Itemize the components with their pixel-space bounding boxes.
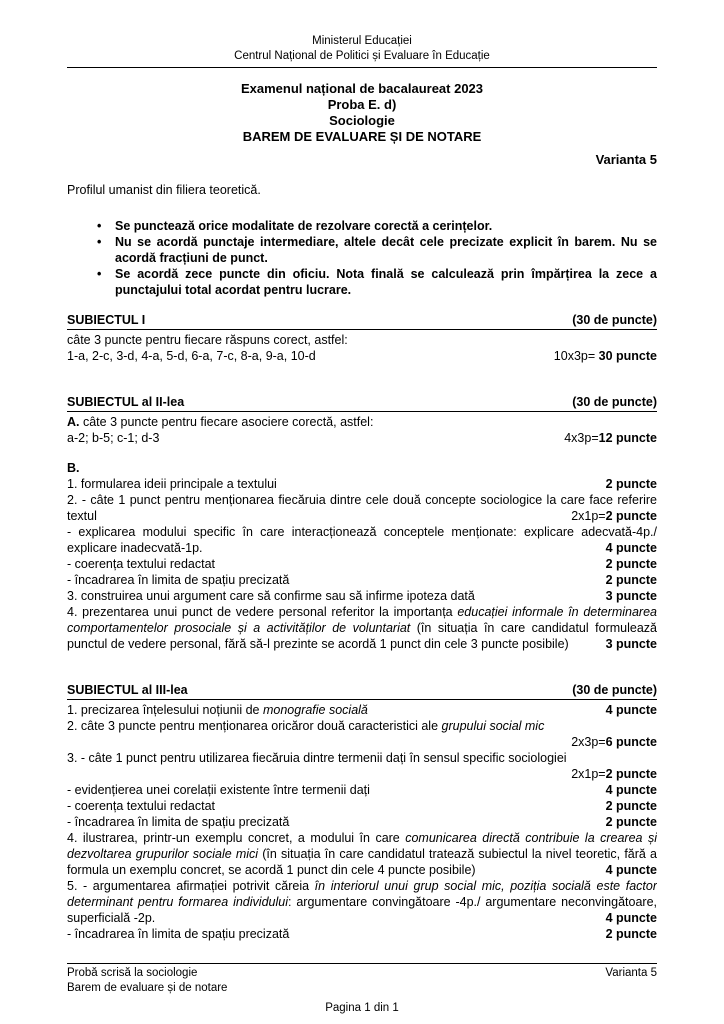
variant-label: Varianta 5 <box>595 152 657 167</box>
row-text: B. <box>67 461 80 475</box>
row-text: - coerența textului redactat <box>67 557 215 571</box>
score-row <box>67 782 657 798</box>
row-text: - evidențierea unei corelații existente între termenii dați <box>67 783 370 797</box>
row-text: câte 3 puncte pentru fiecare răspuns corect, astfel: <box>67 333 348 347</box>
score-row <box>67 430 657 446</box>
row-text: - încadrarea în limita de spațiu precizată <box>67 815 290 829</box>
bullet-icon: • <box>97 219 102 233</box>
subject-section <box>67 312 657 364</box>
score-row <box>67 588 657 604</box>
note-item <box>97 218 657 234</box>
row-points: 4x3p=12 puncte <box>564 431 657 445</box>
bullet-icon: • <box>97 235 102 249</box>
subject-section <box>67 682 657 942</box>
row-points: 2 puncte <box>605 573 657 587</box>
section-title: SUBIECTUL al II-lea <box>67 395 185 409</box>
row-points: 2x3p=6 puncte <box>571 735 657 749</box>
score-row <box>67 798 657 814</box>
score-row <box>67 814 657 830</box>
row-points: 2 puncte <box>605 815 657 829</box>
row-points: 2x1p=2 puncte <box>571 509 657 523</box>
score-row <box>67 492 657 524</box>
row-text: 3. construirea unui argument care să confirme sau să infirme ipoteza dată <box>67 589 475 603</box>
row-points: 3 puncte <box>605 637 657 651</box>
row-text: 5. - argumentarea afirmației potrivit căreia în interiorul unui grup social mic, poziția socială este factor determinant pentru formarea individului: argumentare convingătoare -4p./ argumentare neconvingătoare, superficială -2p. <box>67 879 657 925</box>
row-text: - coerența textului redactat <box>67 799 215 813</box>
page-footer <box>67 963 657 1016</box>
footer-variant: Varianta 5 <box>605 967 657 979</box>
row-points: 10x3p= 30 puncte <box>553 349 657 363</box>
footer-row-1 <box>67 966 657 981</box>
row-points: 4 puncte <box>605 863 657 877</box>
row-text: 1. precizarea înțelesului noțiunii de monografie socială <box>67 703 368 717</box>
section-header <box>67 312 657 330</box>
profile-line: Profilul umanist din filiera teoretică. <box>67 183 261 197</box>
footer-doc-subtitle: Barem de evaluare și de notare <box>67 982 228 994</box>
title-proba: Proba E. d) <box>327 97 397 112</box>
row-points: 4 puncte <box>605 541 657 555</box>
section-points: (30 de puncte) <box>572 313 657 327</box>
row-text: 1-a, 2-c, 3-d, 4-a, 5-d, 6-a, 7-c, 8-a, 9-a, 10-d <box>67 349 316 363</box>
note-text: Se punctează orice modalitate de rezolvare corectă a cerințelor. <box>115 219 493 233</box>
row-text: a-2; b-5; c-1; d-3 <box>67 431 160 445</box>
section-header <box>67 682 657 700</box>
score-row <box>67 830 657 878</box>
score-row <box>67 348 657 364</box>
row-points: 2 puncte <box>605 477 657 491</box>
header-divider <box>67 67 657 68</box>
footer-doc-type: Probă scrisă la sociologie <box>67 967 198 979</box>
score-row <box>67 476 657 492</box>
section-points: (30 de puncte) <box>572 683 657 697</box>
footer-row-2 <box>67 981 657 996</box>
score-row <box>67 460 657 476</box>
row-points: 2 puncte <box>605 927 657 941</box>
score-row <box>67 926 657 942</box>
note-item <box>97 266 657 298</box>
row-text: 1. formularea ideii principale a textului <box>67 477 277 491</box>
row-text: 4. ilustrarea, printr-un exemplu concret, a modului în care comunicarea directă contribuie la crearea și dezvoltarea grupurilor sociale mici (în situația în care candidatul tratează subiectul la nivel teoretic, fără a formula un exemplu concret, se acordă 1 punct din cele 4 puncte posibile) <box>67 831 657 877</box>
section-points: (30 de puncte) <box>572 395 657 409</box>
score-row <box>67 414 657 430</box>
score-row <box>67 572 657 588</box>
bullet-icon: • <box>97 267 102 281</box>
row-text: - explicarea modului specific în care interacționează conceptele menționate: explicare adecvată-4p./ explicare inadecvată-1p. <box>67 525 657 555</box>
row-points: 2 puncte <box>605 799 657 813</box>
ministry-line-2: Centrul Național de Politici și Evaluare în Educație <box>234 50 490 62</box>
score-row <box>67 702 657 718</box>
score-row <box>67 332 657 348</box>
row-text: 4. prezentarea unui punct de vedere personal referitor la importanța educației informale în determinarea comportamentelor prosociale și a activităților de voluntariat (în situația în care candidatul formulează punctul de vedere personal, fără să-l prezinte se acordă 1 punct din cele 3 puncte posibile) <box>67 605 657 651</box>
section-title: SUBIECTUL I <box>67 313 146 327</box>
subject-section <box>67 394 657 652</box>
title-block <box>67 81 657 145</box>
ministry-line-1: Ministerul Educației <box>312 35 412 47</box>
row-points: 2 puncte <box>605 557 657 571</box>
row-points: 2x1p=2 puncte <box>571 767 657 781</box>
section-title: SUBIECTUL al III-lea <box>67 683 188 697</box>
footer-divider <box>67 963 657 964</box>
row-text: A. câte 3 puncte pentru fiecare asociere corectă, astfel: <box>67 415 374 429</box>
notes-list <box>67 218 657 298</box>
title-barem: BAREM DE EVALUARE ȘI DE NOTARE <box>242 129 482 144</box>
score-row <box>67 718 657 750</box>
section-header <box>67 394 657 412</box>
row-points: 4 puncte <box>605 703 657 717</box>
score-row <box>67 524 657 556</box>
row-text: 2. câte 3 puncte pentru menționarea oricăror două caracteristici ale grupului social mic <box>67 719 545 733</box>
row-points: 4 puncte <box>605 783 657 797</box>
row-text: 3. - câte 1 punct pentru utilizarea fiecăruia dintre termenii dați în sensul specific sociologiei <box>67 751 567 765</box>
score-row <box>67 750 657 782</box>
row-text: - încadrarea în limita de spațiu precizată <box>67 573 290 587</box>
ministry-header <box>67 34 657 64</box>
row-text: - încadrarea în limita de spațiu precizată <box>67 927 290 941</box>
score-row <box>67 556 657 572</box>
row-text: 2. - câte 1 punct pentru menționarea fiecăruia dintre cele două concepte sociologice la care face referire textul <box>67 493 657 523</box>
title-discipline: Sociologie <box>329 113 395 128</box>
row-points: 3 puncte <box>605 589 657 603</box>
title-exam: Examenul național de bacalaureat 2023 <box>240 81 484 96</box>
sections <box>67 312 657 942</box>
row-points: 4 puncte <box>605 911 657 925</box>
score-row <box>67 878 657 926</box>
score-row <box>67 604 657 652</box>
note-item <box>97 234 657 266</box>
note-text: Nu se acordă punctaje intermediare, altele decât cele precizate explicit în barem. Nu se acordă fracțiuni de punct. <box>115 235 657 265</box>
page-number: Pagina 1 din 1 <box>325 1002 399 1014</box>
note-text: Se acordă zece puncte din oficiu. Nota finală se calculează prin împărțirea la zece a punctajului total acordat pentru lucrare. <box>115 267 657 297</box>
